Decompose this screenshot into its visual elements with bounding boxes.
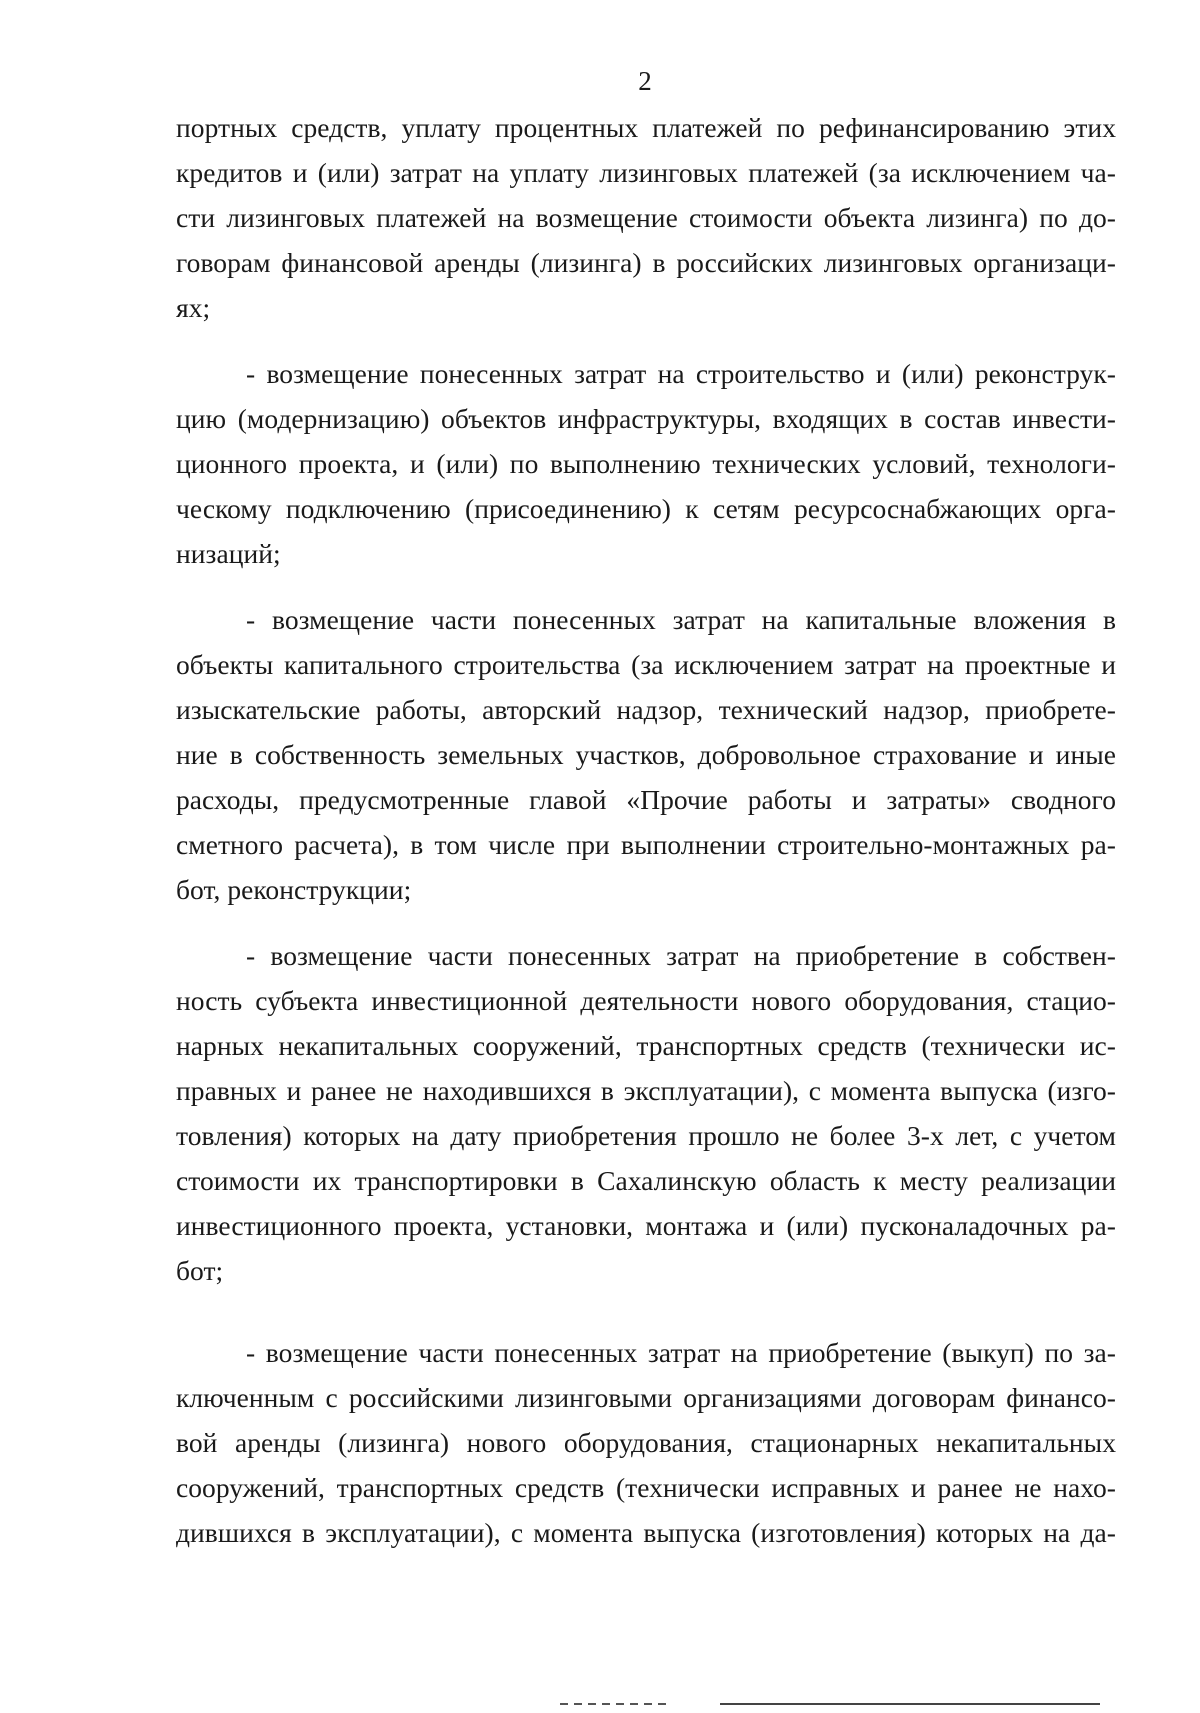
text-line: изыскательские работы, авторский надзор, технический надзор, приобрете- bbox=[176, 694, 1116, 725]
text-line: - возмещение понесенных затрат на строительство и (или) реконструк- bbox=[246, 358, 1116, 389]
page-number: 2 bbox=[638, 66, 652, 96]
scan-edge-mark bbox=[560, 1703, 670, 1705]
text-line: сметного расчета), в том числе при выполнении строительно-монтажных ра- bbox=[176, 829, 1116, 860]
text-line: ние в собственность земельных участков, добровольное страхование и иные bbox=[176, 739, 1116, 770]
text-line: стоимости их транспортировки в Сахалинскую область к месту реализации bbox=[176, 1165, 1116, 1196]
text-line: бот; bbox=[176, 1255, 224, 1286]
text-line: инвестиционного проекта, установки, монтажа и (или) пусконаладочных ра- bbox=[176, 1210, 1116, 1241]
text-line: низаций; bbox=[176, 538, 281, 569]
text-line: сти лизинговых платежей на возмещение стоимости объекта лизинга) по до- bbox=[176, 202, 1116, 233]
text-line: - возмещение части понесенных затрат на приобретение (выкуп) по за- bbox=[246, 1337, 1116, 1368]
text-line: нарных некапитальных сооружений, транспортных средств (технически ис- bbox=[176, 1030, 1116, 1061]
text-line: ческому подключению (присоединению) к сетям ресурсоснабжающих орга- bbox=[176, 493, 1116, 524]
text-line: - возмещение части понесенных затрат на капитальные вложения в bbox=[246, 604, 1116, 635]
text-line: ключенным с российскими лизинговыми организациями договорам финансо- bbox=[176, 1382, 1116, 1413]
text-line: ность субъекта инвестиционной деятельности нового оборудования, стацио- bbox=[176, 985, 1116, 1016]
text-line: дившихся в эксплуатации), с момента выпуска (изготовления) которых на да- bbox=[176, 1517, 1116, 1548]
text-line: расходы, предусмотренные главой «Прочие работы и затраты» сводного bbox=[176, 784, 1116, 815]
text-line: товления) которых на дату приобретения прошло не более 3-х лет, с учетом bbox=[176, 1120, 1116, 1151]
text-line: сооружений, транспортных средств (технически исправных и ранее не нахо- bbox=[176, 1472, 1116, 1503]
text-line: портных средств, уплату процентных платежей по рефинансированию этих bbox=[176, 112, 1116, 143]
text-line: цию (модернизацию) объектов инфраструктуры, входящих в состав инвести- bbox=[176, 403, 1116, 434]
text-line: объекты капитального строительства (за исключением затрат на проектные и bbox=[176, 649, 1116, 680]
text-line: бот, реконструкции; bbox=[176, 874, 412, 905]
text-line: ях; bbox=[176, 292, 211, 323]
text-line: говорам финансовой аренды (лизинга) в российских лизинговых организаци- bbox=[176, 247, 1116, 278]
scan-edge-rule bbox=[720, 1703, 1100, 1705]
text-line: кредитов и (или) затрат на уплату лизинговых платежей (за исключением ча- bbox=[176, 157, 1116, 188]
text-line: вой аренды (лизинга) нового оборудования, стационарных некапитальных bbox=[176, 1427, 1116, 1458]
text-line: правных и ранее не находившихся в эксплуатации), с момента выпуска (изго- bbox=[176, 1075, 1116, 1106]
text-line: - возмещение части понесенных затрат на приобретение в собствен- bbox=[246, 940, 1116, 971]
text-line: ционного проекта, и (или) по выполнению технических условий, технологи- bbox=[176, 448, 1116, 479]
